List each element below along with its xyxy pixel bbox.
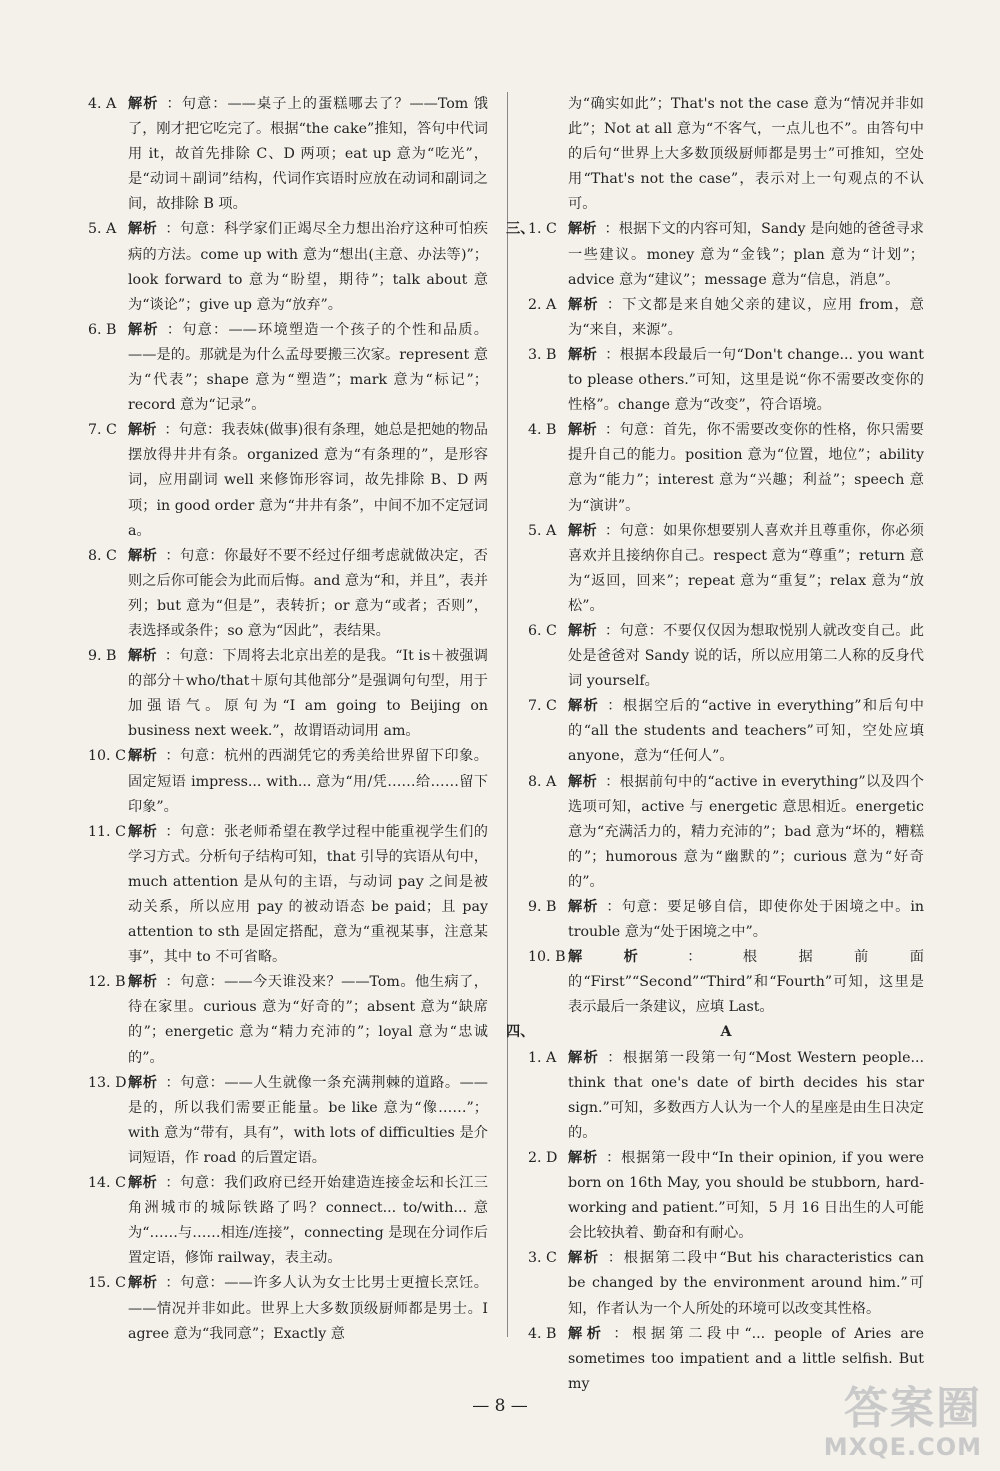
answer-entry xyxy=(528,519,924,619)
analysis-tag: 解析 xyxy=(568,522,598,539)
answer-number: 2. A xyxy=(528,296,557,313)
answer-entry xyxy=(88,1071,488,1171)
answer-entry xyxy=(88,92,488,217)
analysis-text: ：句意：张老师希望在教学过程中能重视学生们的学习方式。分析句子结构可知，that 引导的宾语从句中，much attention 是从句的主语，与动词 pay 之间是被动关系，所以应用 pay 的被动语态 be paid；且 pay attention to sth 是固定搭配，意为“重视某事，注意某事”，其中 to 不可省略。 xyxy=(128,823,488,966)
answer-entry xyxy=(528,293,924,343)
answer-number: 7. C xyxy=(528,698,557,715)
analysis-tag: 解析 xyxy=(568,346,598,363)
passage-label: A xyxy=(720,1024,732,1041)
answer-number: 7. C xyxy=(88,422,117,439)
analysis-tag: 解析 xyxy=(128,648,157,665)
answer-entry xyxy=(88,318,488,418)
answer-entry xyxy=(88,744,488,819)
analysis-tag: 解析 xyxy=(568,949,680,966)
answer-number: 5. A xyxy=(88,221,117,238)
section-four-heading xyxy=(506,1020,924,1045)
answer-number: 4. A xyxy=(88,96,117,112)
watermark-logo: 答案圈 MXQE.COM xyxy=(823,1383,982,1461)
continued-paragraph: 为“确实如此”；That's not the case 意为“情况并非如此”；Not at all 意为“不客气，一点儿也不”。由答句中的后句“世界上大多数顶级厨师都是男士”可推知，空处用“That's not the case”，表示对上一句观点的不认可。 xyxy=(568,96,924,213)
analysis-tag: 解析 xyxy=(568,296,599,313)
section-three-first xyxy=(506,217,924,1020)
answer-number: 1. C xyxy=(528,221,557,238)
analysis-text: ：句意：如果你想要别人喜欢并且尊重你，你必须喜欢并且接纳你自己。respect 意为“尊重”；return 意为“返回，回来”；repeat 意为“重复”；relax 意为“放松”。 xyxy=(568,522,924,614)
analysis-text: ：根据前句中的“active in everything”以及四个选项可知，active 与 energetic 意思相近。energetic 意为“充满活力的，精力充沛的”；bad 意为“坏的，糟糕的”；humorous 意为“幽默的”；curious 意为“好奇的”。 xyxy=(568,773,924,890)
answer-number: 13. D xyxy=(88,1074,127,1091)
analysis-text: ：句意：你最好不要不经过仔细考虑就做决定，否则之后你可能会为此而后悔。and 意为“和，并且”，表并列；but 意为“但是”，表转折；or 意为“或者；否则”，表选择或条件；so 意为“因此”，表结果。 xyxy=(128,547,488,639)
analysis-text: ：下文都是来自她父亲的建议，应用 from，意为“来自，来源”。 xyxy=(568,296,924,338)
answer-number: 9. B xyxy=(528,899,557,915)
answer-entry xyxy=(528,619,924,694)
analysis-tag: 解析 xyxy=(568,221,597,238)
answer-number: 10. B xyxy=(528,949,566,966)
analysis-text: ：句意：——人生就像一条充满荆棘的道路。——是的，所以我们需要正能量。be like 意为“像……”；with 意为“带有，具有”，with lots of difficulties 是介词短语，作 road 的后置定语。 xyxy=(128,1074,488,1166)
analysis-tag: 解析 xyxy=(568,1149,599,1166)
left-column xyxy=(88,92,488,1347)
analysis-text: ：句意：——许多人认为女士比男士更擅长烹饪。——情况并非如此。世界上大多数顶级厨师都是男士。I agree 意为“我同意”；Exactly 意 xyxy=(128,1275,488,1342)
analysis-text: ：根据本段最后一句“Don't change... you want to please others.”可知，这里是说“你不需要改变你的性格”。change 意为“改变”，符合语境。 xyxy=(568,346,924,414)
answer-number: 11. C xyxy=(88,823,126,840)
answer-number: 2. D xyxy=(528,1149,558,1166)
answer-number: 4. B xyxy=(528,422,557,439)
answer-number: 8. C xyxy=(88,547,117,564)
column-divider xyxy=(507,92,508,1337)
answer-entry xyxy=(88,970,488,1070)
answer-number: 12. B xyxy=(88,974,126,991)
answer-number: 14. C xyxy=(88,1175,126,1192)
answer-number: 9. B xyxy=(88,648,117,665)
answer-entry xyxy=(88,1271,488,1346)
analysis-text: ：句意：我们政府已经开始建造连接金坛和长江三角洲城市的城际铁路了吗？connect... to/with... 意为“……与……相连/连接”，connecting 是现在分词作后置定语，修饰 railway，表主动。 xyxy=(128,1175,488,1267)
answer-number: 10. C xyxy=(88,748,126,765)
answer-entry xyxy=(528,343,924,418)
analysis-tag: 解析 xyxy=(128,823,158,840)
answer-number: 3. C xyxy=(528,1250,557,1267)
answer-entry xyxy=(88,820,488,971)
section-four-mark: 四、 xyxy=(506,1024,535,1041)
analysis-text: ：句意：不要仅仅因为想取悦别人就改变自己。此处是爸爸对 Sandy 说的话，所以应用第二人称的反身代词 yourself。 xyxy=(568,622,924,690)
analysis-tag: 解析 xyxy=(128,547,158,564)
analysis-tag: 解析 xyxy=(128,974,158,991)
page-number: — 8 — xyxy=(472,1396,528,1416)
analysis-tag: 解析 xyxy=(128,321,159,338)
analysis-tag: 解析 xyxy=(568,1250,600,1267)
section-four-entries xyxy=(528,1046,924,1397)
answer-entry xyxy=(506,217,924,292)
analysis-text: ：句意：我表妹(做事)很有条理，她总是把她的物品摆放得井井有条。organized 意为“有条理的”，是形容词，应用副词 well 来修饰形容词，故先排除 B、D 两项；in good order 意为“井井有条”，中间不加不定冠词 a。 xyxy=(128,422,488,539)
analysis-text: ：句意：下周将去北京出差的是我。“It is＋被强调的部分＋who/that＋原句其他部分”是强调句句型，用于加强语气。原句为“I am going to Beijing on business next week.”，故谓语动词用 am。 xyxy=(128,648,488,740)
answer-entry xyxy=(528,418,924,518)
answer-number: 6. C xyxy=(528,622,557,639)
analysis-tag: 解析 xyxy=(568,773,598,790)
answer-entry xyxy=(528,1246,924,1321)
analysis-text: ：根据下文的内容可知，Sandy 是向她的爸爸寻求一些建议。money 意为“金钱”；plan 意为“计划”；advice 意为“建议”；message 意为“信息，消息”。 xyxy=(568,221,924,288)
answer-entry xyxy=(88,1171,488,1271)
right-column xyxy=(506,92,924,1397)
analysis-tag: 解析 xyxy=(128,422,157,439)
answer-number: 4. B xyxy=(528,1325,557,1342)
analysis-tag: 解析 xyxy=(568,1049,600,1066)
analysis-text: ：句意：——环境塑造一个孩子的个性和品质。——是的。那就是为什么孟母要搬三次家。represent 意为“代表”；shape 意为“塑造”；mark 意为“标记”；record 意为“记录”。 xyxy=(128,321,488,414)
analysis-tag: 解析 xyxy=(568,698,600,715)
answer-entry xyxy=(528,770,924,895)
analysis-tag: 解析 xyxy=(568,1325,606,1342)
answer-number: 8. A xyxy=(528,773,557,790)
analysis-text: ：句意：杭州的西湖凭它的秀美给世界留下印象。固定短语 impress... with... 意为“用/凭……给……留下印象”。 xyxy=(128,748,488,815)
analysis-tag: 解析 xyxy=(128,748,158,765)
answer-number: 6. B xyxy=(88,321,117,338)
analysis-tag: 解析 xyxy=(128,221,158,238)
analysis-tag: 解析 xyxy=(128,1074,158,1091)
analysis-text: ：根据第一段第一句“Most Western people... think that one's date of birth decides his star sign.”可知，多数西方人认为一个人的星座是由生日决定的。 xyxy=(568,1049,924,1141)
analysis-text: ：根据第二段中“... people of Aries are sometimes too impatient and a little selfish. But my xyxy=(568,1325,924,1392)
analysis-text: ：根据第二段中“But his characteristics can be changed by the environment around him.”可知，作者认为一个人所处的环境可以改变其性格。 xyxy=(568,1250,924,1317)
analysis-text: ：根据空后的“active in everything”和后句中的“all the students and teachers”可知，空处应填 anyone，意为“任何人”。 xyxy=(568,698,924,765)
answer-entry xyxy=(528,1146,924,1246)
analysis-tag: 解析 xyxy=(568,899,599,915)
answer-entry xyxy=(528,945,924,1020)
analysis-tag: 解析 xyxy=(568,622,598,639)
answer-entry xyxy=(528,1046,924,1146)
answer-number: 15. C xyxy=(88,1275,126,1292)
analysis-text: ：句意：要足够自信，即使你处于困境之中。in trouble 意为“处于困境之中”。 xyxy=(568,899,924,941)
analysis-text: ：句意：——桌子上的蛋糕哪去了？——Tom 饿了，刚才把它吃完了。根据“the cake”推知，答句中代词用 it，故首先排除 C、D 两项；eat up 意为“吃光”，是“动词＋副词”结构，代词作宾语时应放在动词和副词之间，故排除 B 项。 xyxy=(128,96,488,213)
analysis-text: ：句意：——今天谁没来？——Tom。他生病了，待在家里。curious 意为“好奇的”；absent 意为“缺席的”；energetic 意为“精力充沛的”；loyal 意为“忠诚的”。 xyxy=(128,974,488,1066)
analysis-tag: 解析 xyxy=(128,1175,158,1192)
section-mark: 三、 xyxy=(506,221,535,238)
analysis-text: ：句意：首先，你不需要改变你的性格，你只需要提升自己的能力。position 意为“位置，地位”；ability 意为“能力”；interest 意为“兴趣；利益”；speech 意为“演讲”。 xyxy=(568,422,924,514)
answer-number: 3. B xyxy=(528,346,557,363)
answer-number: 1. A xyxy=(528,1049,557,1066)
answer-entry xyxy=(88,217,488,317)
analysis-tag: 解析 xyxy=(568,422,598,439)
answer-entry xyxy=(528,895,924,945)
analysis-text: ：句意：科学家们正竭尽全力想出治疗这种可怕疾病的方法。come up with 意为“想出(主意、办法等)”；look forward to 意为“盼望，期待”；talk about 意为“谈论”；give up 意为“放弃”。 xyxy=(128,221,488,313)
analysis-tag: 解析 xyxy=(128,1275,158,1292)
answer-number: 5. A xyxy=(528,522,557,539)
analysis-tag: 解析 xyxy=(128,96,159,112)
answer-entry xyxy=(528,694,924,769)
answer-entry xyxy=(88,544,488,644)
analysis-text: ：根据第一段中“In their opinion, if you were born on 16th May, you should be stubborn, hard-working and patient.”可知，5 月 16 日出生的人可能会比较执着、勤奋和有耐心。 xyxy=(568,1149,924,1242)
answer-entry xyxy=(88,644,488,744)
answer-entry xyxy=(88,418,488,543)
analysis-text: ：根据前面的“First”“Second”“Third”和“Fourth”可知，这里是表示最后一条建议，应填 Last。 xyxy=(568,949,924,1016)
